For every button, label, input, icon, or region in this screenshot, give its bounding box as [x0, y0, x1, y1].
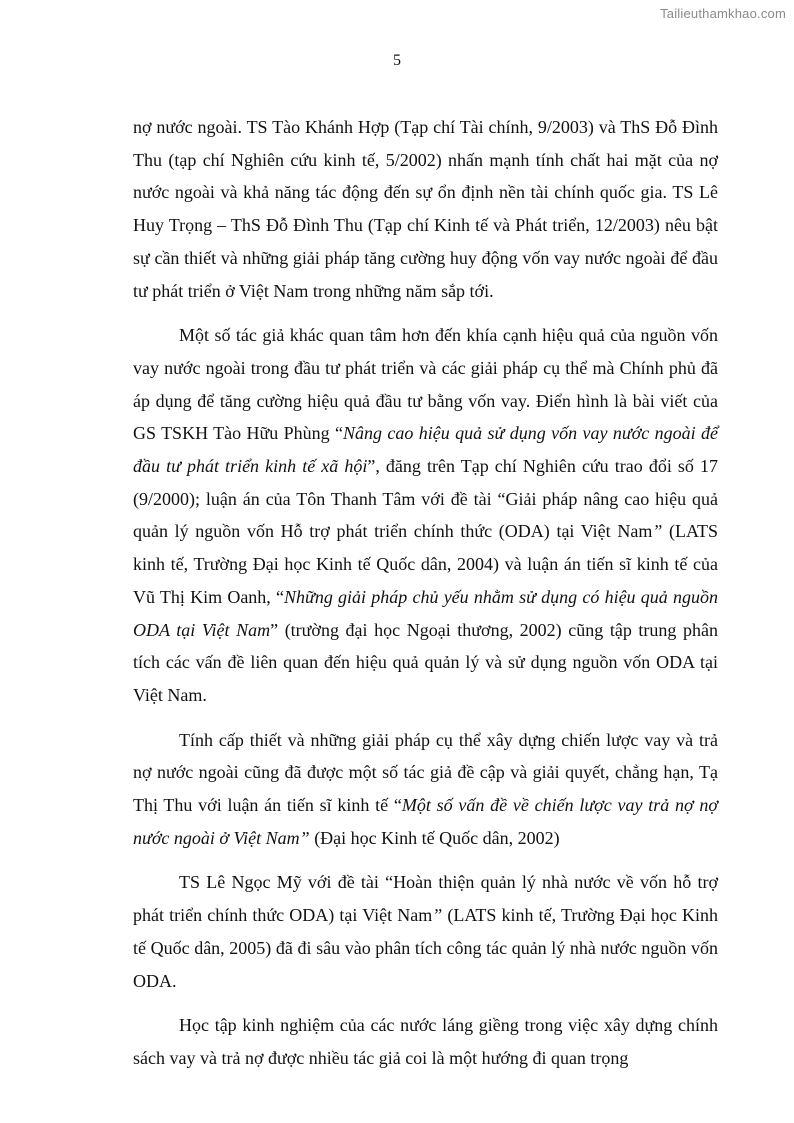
paragraph [133, 866, 718, 997]
italic-title: Một số vấn đề về chiến lược vay trả nợ nợ nước ngoài ở Việt Nam” [133, 795, 718, 848]
text-run: TS Lê Ngọc Mỹ với đề tài “Hoàn thiện quản lý nhà nước về vốn hỗ trợ phát triển chính thức ODA) tại Việt Nam [133, 872, 718, 926]
text-run: (Đại học Kinh tế Quốc dân, 2002) [309, 827, 560, 848]
text-run: Tính cấp thiết và những giải pháp cụ thể xây dựng chiến lược vay và trả nợ nước ngoài cũng đã được một số tác giả đề cập và giải quyết, chẳng hạn, Tạ Thị Thu với luận án tiến sĩ kinh tế “ [133, 729, 718, 816]
paragraph [133, 319, 718, 711]
paragraph [133, 724, 718, 855]
text-run: (LATS kinh tế, Trường Đại học Kinh tế Quốc dân, 2004) và luận án tiến sĩ kinh tế của Vũ Thị Kim Oanh, “ [133, 521, 719, 607]
document-body [133, 111, 718, 1075]
italic-title: Những giải pháp chủ yếu nhằm sử dụng có hiệu quả nguồn ODA tại Việt Nam [133, 586, 718, 640]
paragraph: Học tập kinh nghiệm của các nước láng giềng trong việc xây dựng chính sách vay và trả nợ được nhiều tác giả coi là một hướng đi quan trọng [133, 1015, 718, 1068]
text-run: ” (trường đại học Ngoại thương, 2002) cũng tập trung phân tích các vấn đề liên quan đến hiệu quả quản lý và sử dụng nguồn vốn ODA tại Việt Nam. [133, 619, 718, 705]
text-run: (LATS kinh tế, Trường Đại học Kinh tế Quốc dân, 2005) đã đi sâu vào phân tích công tác quản lý nhà nước nguồn vốn ODA. [133, 905, 718, 991]
paragraph: nợ nước ngoài. TS Tào Khánh Hợp (Tạp chí Tài chính, 9/2003) và ThS Đỗ Đình Thu (tạp chí Nghiên cứu kinh tế, 5/2002) nhấn mạnh tính chất hai mặt của nợ nước ngoài và khả năng tác động đến sự ổn định nền tài chính quốc gia. TS Lê Huy Trọng – ThS Đỗ Đình Thu (Tạp chí Kinh tế và Phát triển, 12/2003) nêu bật sự cần thiết và những giải pháp tăng cường huy động vốn vay nước ngoài để đầu tư phát triển ở Việt Nam trong những năm sắp tới. [133, 117, 718, 301]
page-number: 5 [393, 52, 401, 69]
italic-title: Nâng cao hiệu quả sử dụng vốn vay nước ngoài để đầu tư phát triển kinh tế xã hội [133, 423, 718, 477]
text-run: ”, đăng trên Tạp chí Nghiên cứu trao đổi số 17 (9/2000); luận án của Tôn Thanh Tâm với đề tài “Giải pháp nâng cao hiệu quả quản lý nguồn vốn Hỗ trợ phát triển chính thức (ODA) tại Việt Nam [133, 456, 718, 542]
italic-quote: ” [432, 905, 443, 926]
watermark: Tailieuthamkhao.com [660, 6, 786, 21]
text-run: Một số tác giả khác quan tâm hơn đến khía cạnh hiệu quả của nguồn vốn vay nước ngoài trong đầu tư phát triển và các giải pháp cụ thể mà Chính phủ đã áp dụng để tăng cường hiệu quả đầu tư bằng vốn vay. Điển hình là bài viết của GS TSKH Tào Hữu Phùng “ [133, 325, 718, 444]
italic-quote: ” [652, 521, 663, 542]
